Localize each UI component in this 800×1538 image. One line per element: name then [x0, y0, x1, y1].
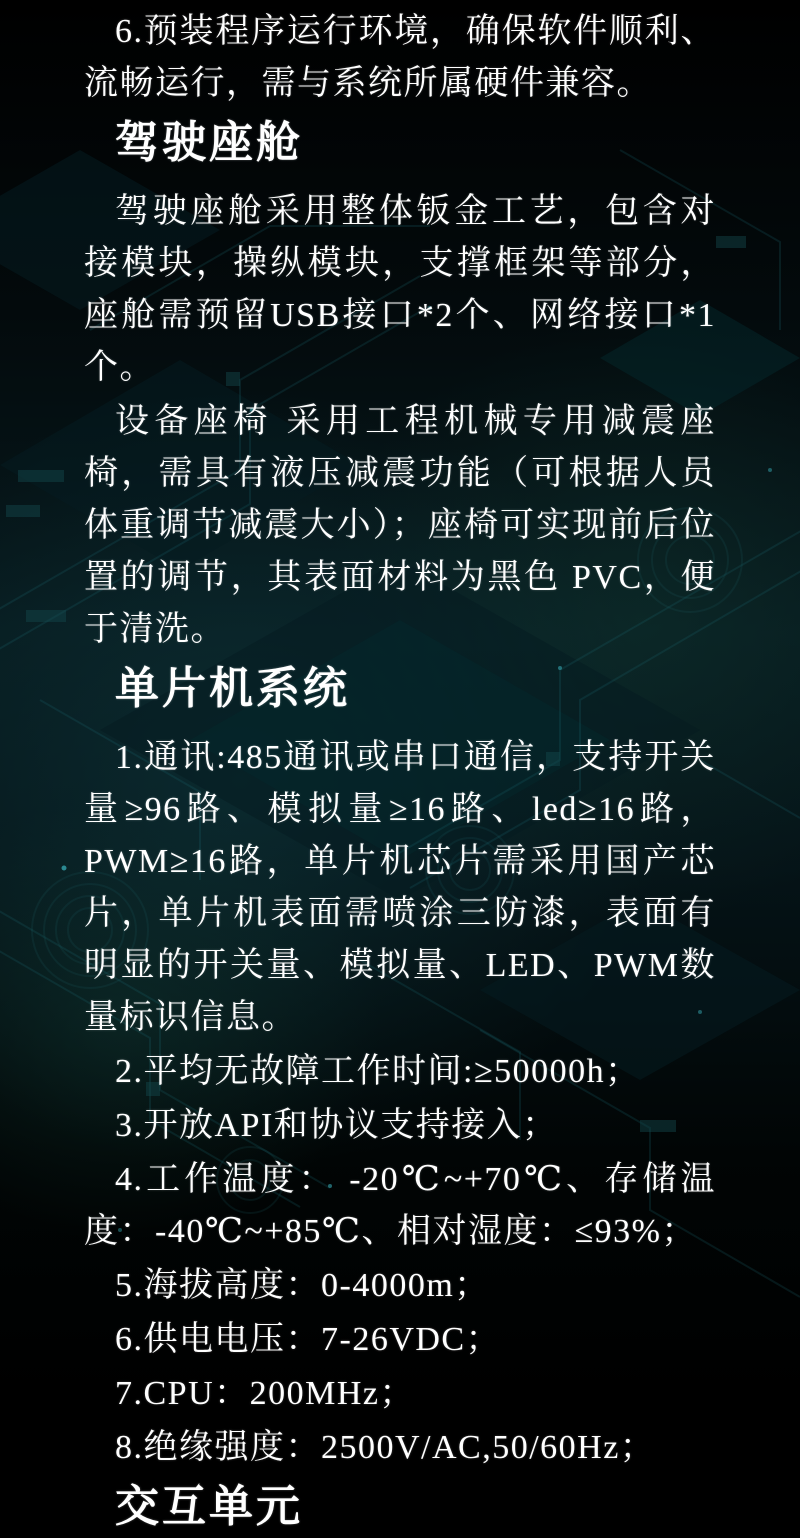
spec-item-cpu: 7.CPU：200MHz； [115, 1375, 416, 1412]
spec-item-insulation: 8.绝缘强度：2500V/AC,50/60Hz； [115, 1429, 656, 1466]
spec-item-mtbf: 2.平均无故障工作时间:≥50000h； [115, 1053, 641, 1090]
spec-item-open-api: 3.开放API和协议支持接入； [115, 1107, 558, 1144]
spec-item-altitude: 5.海拔高度：0-4000m； [115, 1267, 490, 1304]
section-heading-driving-cockpit: 驾驶座舱 [115, 117, 303, 168]
spec-paragraph-cockpit-build: 驾驶座舱采用整体钣金工艺，包含对接模块，操纵模块，支撑框架等部分，座舱需预留USB接口*2个、网络接口*1个。 [84, 193, 716, 386]
spec-item-temperature: 4.工作温度： -20℃~+70℃、存储温度：-40℃~+85℃、相对湿度：≤93%； [84, 1161, 716, 1250]
spec-paragraph-equipment-seat: 设备座椅 采用工程机械专用减震座椅，需具有液压减震功能（可根据人员体重调节减震大小）；座椅可实现前后位置的调节，其表面材料为黑色 PVC，便于清洗。 [84, 403, 716, 648]
spec-paragraph-preinstalled-env: 6.预装程序运行环境，确保软件顺利、流畅运行，需与系统所属硬件兼容。 [84, 13, 716, 102]
section-heading-mcu-system: 单片机系统 [115, 663, 350, 714]
spec-item-communication: 1.通讯:485通讯或串口通信，支持开关量≥96路、模拟量≥16路、led≥16路，PWM≥16路，单片机芯片需采用国产芯片，单片机表面需喷涂三防漆，表面有明显的开关量、模拟量、LED、PWM数量标识信息。 [84, 739, 716, 1036]
section-heading-interaction-unit: 交互单元 [115, 1481, 303, 1532]
spec-item-supply-voltage: 6.供电电压：7-26VDC； [115, 1321, 502, 1358]
